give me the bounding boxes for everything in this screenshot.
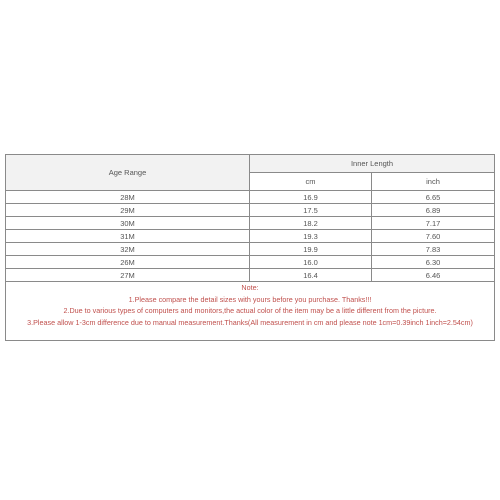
inch-cell: 6.89 [372, 204, 495, 217]
table-header-row [6, 155, 495, 173]
size-table [5, 154, 495, 341]
note-title: Note: [241, 283, 259, 292]
inch-header: inch [372, 173, 495, 191]
note-line-1: 1.Please compare the detail sizes with yours before you purchase. Thanks!!! [128, 294, 372, 304]
note-line-2: 2.Due to various types of computers and monitors,the actual color of the item may be a little different from the picture. [63, 306, 437, 315]
inch-cell: 6.30 [372, 256, 495, 269]
inch-cell: 7.83 [372, 243, 495, 256]
cm-header: cm [250, 173, 372, 191]
age-cell: 28M [6, 191, 250, 204]
table-row [6, 269, 495, 282]
cm-cell: 18.2 [250, 217, 372, 230]
cm-cell: 16.9 [250, 191, 372, 204]
inch-cell: 6.46 [372, 269, 495, 282]
inner-length-header: Inner Length [250, 155, 495, 173]
age-cell: 27M [6, 269, 250, 282]
table-row [6, 204, 495, 217]
cm-cell: 16.0 [250, 256, 372, 269]
notes-row [6, 282, 495, 341]
inch-cell: 6.65 [372, 191, 495, 204]
table-row [6, 243, 495, 256]
inch-cell: 7.17 [372, 217, 495, 230]
age-range-header: Age Range [6, 155, 250, 191]
size-chart [5, 154, 494, 341]
age-cell: 29M [6, 204, 250, 217]
notes-cell [6, 282, 495, 341]
note-line-3: 3.Please allow 1-3cm difference due to manual measurement.Thanks(All measurement in cm and please note 1cm=0.39inch 1inch=2.54cm) [27, 317, 473, 327]
table-row [6, 256, 495, 269]
inch-cell: 7.60 [372, 230, 495, 243]
age-cell: 32M [6, 243, 250, 256]
table-row [6, 230, 495, 243]
cm-cell: 16.4 [250, 269, 372, 282]
age-cell: 31M [6, 230, 250, 243]
cm-cell: 19.3 [250, 230, 372, 243]
age-cell: 30M [6, 217, 250, 230]
cm-cell: 19.9 [250, 243, 372, 256]
table-row [6, 217, 495, 230]
age-cell: 26M [6, 256, 250, 269]
table-row [6, 191, 495, 204]
cm-cell: 17.5 [250, 204, 372, 217]
